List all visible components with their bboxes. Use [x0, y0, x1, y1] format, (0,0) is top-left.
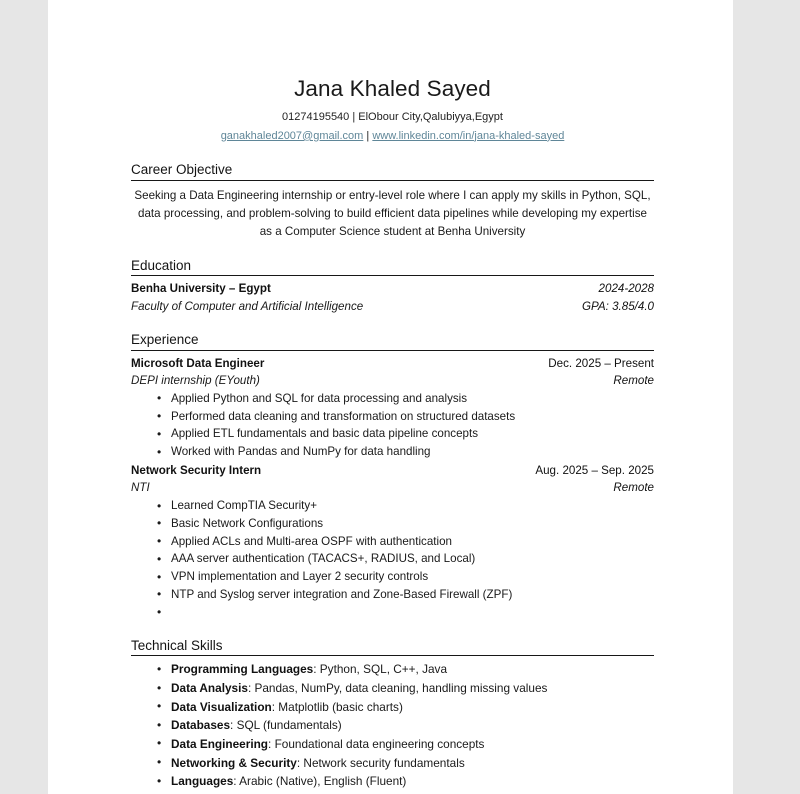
- skill-value: : Network security fundamentals: [296, 755, 465, 770]
- list-item: • Applied Python and SQL for data processing and analysis: [131, 390, 654, 408]
- phone-number: 01274195540: [282, 110, 350, 123]
- education-faculty: Faculty of Computer and Artificial Intelligence: [131, 299, 364, 313]
- experience-entry-header: [131, 355, 654, 372]
- experience-dates: Dec. 2025 – Present: [548, 356, 654, 370]
- linkedin-link[interactable]: www.linkedin.com/in/jana-khaled-sayed: [372, 129, 565, 142]
- resume-content: [131, 0, 654, 791]
- education-gpa: GPA: 3.85/4.0: [582, 299, 654, 313]
- skill-label: Languages: [171, 774, 234, 789]
- list-item: • Performed data cleaning and transformation on structured datasets: [131, 408, 654, 426]
- skill-label: Programming Languages: [171, 662, 314, 677]
- contact-separator-1: |: [349, 110, 359, 123]
- location-text: ElObour City,Qalubiyya,Egypt: [358, 110, 503, 123]
- list-item: • Basic Network Configurations: [131, 515, 654, 533]
- list-item: • VPN implementation and Layer 2 security controls: [131, 568, 654, 586]
- section-rule: [131, 655, 654, 656]
- list-item: [131, 679, 654, 698]
- skill-label: Data Visualization: [171, 699, 272, 714]
- resume-header: [131, 0, 654, 145]
- skill-value: : Pandas, NumPy, data cleaning, handling missing values: [247, 681, 548, 696]
- education-entry: [131, 280, 654, 314]
- experience-entry-detail: [131, 479, 654, 496]
- skill-value: : Python, SQL, C++, Java: [313, 662, 448, 677]
- resume-page: [48, 0, 733, 794]
- contact-line: [131, 110, 654, 126]
- list-item: [131, 754, 654, 773]
- list-item: • Applied ETL fundamentals and basic data pipeline concepts: [131, 425, 654, 443]
- experience-entry: [131, 355, 654, 461]
- experience-location: Remote: [613, 481, 654, 494]
- skill-value: : SQL (fundamentals): [230, 718, 342, 733]
- experience-entry: [131, 462, 654, 621]
- skill-label: Networking & Security: [171, 755, 297, 770]
- skill-value: : Arabic (Native), English (Fluent): [233, 774, 407, 789]
- education-dates: 2024-2028: [598, 282, 654, 296]
- experience-organization: DEPI internship (EYouth): [131, 373, 260, 387]
- section-rule: [131, 180, 654, 181]
- list-item: • Worked with Pandas and NumPy for data handling: [131, 443, 654, 461]
- experience-organization: NTI: [131, 481, 150, 494]
- section-title-experience: Experience: [131, 331, 199, 347]
- email-link[interactable]: ganakhaled2007@gmail.com: [220, 129, 364, 142]
- list-item: [131, 660, 654, 679]
- experience-dates: Aug. 2025 – Sep. 2025: [535, 463, 654, 477]
- education-entry-detail: [131, 298, 654, 315]
- list-item: [131, 735, 654, 754]
- candidate-name: Jana Khaled Sayed: [294, 76, 491, 101]
- contact-separator-2: |: [363, 129, 373, 142]
- list-item: [131, 604, 654, 621]
- list-item: • Learned CompTIA Security+: [131, 497, 654, 515]
- section-title-career-objective: Career Objective: [131, 161, 233, 177]
- skill-value: : Matplotlib (basic charts): [271, 699, 403, 714]
- skill-value: : Foundational data engineering concepts: [268, 736, 485, 751]
- list-item: [131, 698, 654, 717]
- list-item: • AAA server authentication (TACACS+, RADIUS, and Local): [131, 550, 654, 568]
- education-institution: Benha University – Egypt: [131, 282, 271, 296]
- career-objective-text: Seeking a Data Engineering internship or entry-level role where I can apply my skills in Python, SQL, data processing, and problem-solving to build efficient data pipelines while developing my expertise as a Computer Science student at Benha University: [134, 188, 651, 238]
- section-title-technical-skills: Technical Skills: [131, 637, 223, 653]
- section-title-education: Education: [131, 257, 192, 273]
- experience-bullet-list: [131, 390, 654, 461]
- section-rule: [131, 350, 654, 351]
- skill-label: Data Analysis: [171, 681, 248, 696]
- skill-label: Data Engineering: [171, 736, 269, 751]
- technical-skills-list: [131, 660, 654, 790]
- list-item: [131, 772, 654, 791]
- section-technical-skills: [131, 638, 654, 791]
- experience-role: Network Security Intern: [131, 463, 262, 477]
- section-career-objective: [131, 162, 654, 241]
- links-line: [131, 129, 654, 145]
- list-item: • Applied ACLs and Multi-area OSPF with authentication: [131, 533, 654, 551]
- experience-entry-header: [131, 462, 654, 479]
- section-rule: [131, 275, 654, 276]
- experience-bullet-list: [131, 497, 654, 620]
- list-item: • NTP and Syslog server integration and Zone-Based Firewall (ZPF): [131, 586, 654, 604]
- skill-label: Databases: [171, 718, 231, 733]
- list-item: [131, 716, 654, 735]
- experience-location: Remote: [613, 373, 654, 387]
- section-experience: [131, 332, 654, 621]
- education-entry-header: [131, 280, 654, 297]
- experience-role: Microsoft Data Engineer: [131, 356, 265, 370]
- section-education: [131, 258, 654, 315]
- experience-entry-detail: [131, 372, 654, 389]
